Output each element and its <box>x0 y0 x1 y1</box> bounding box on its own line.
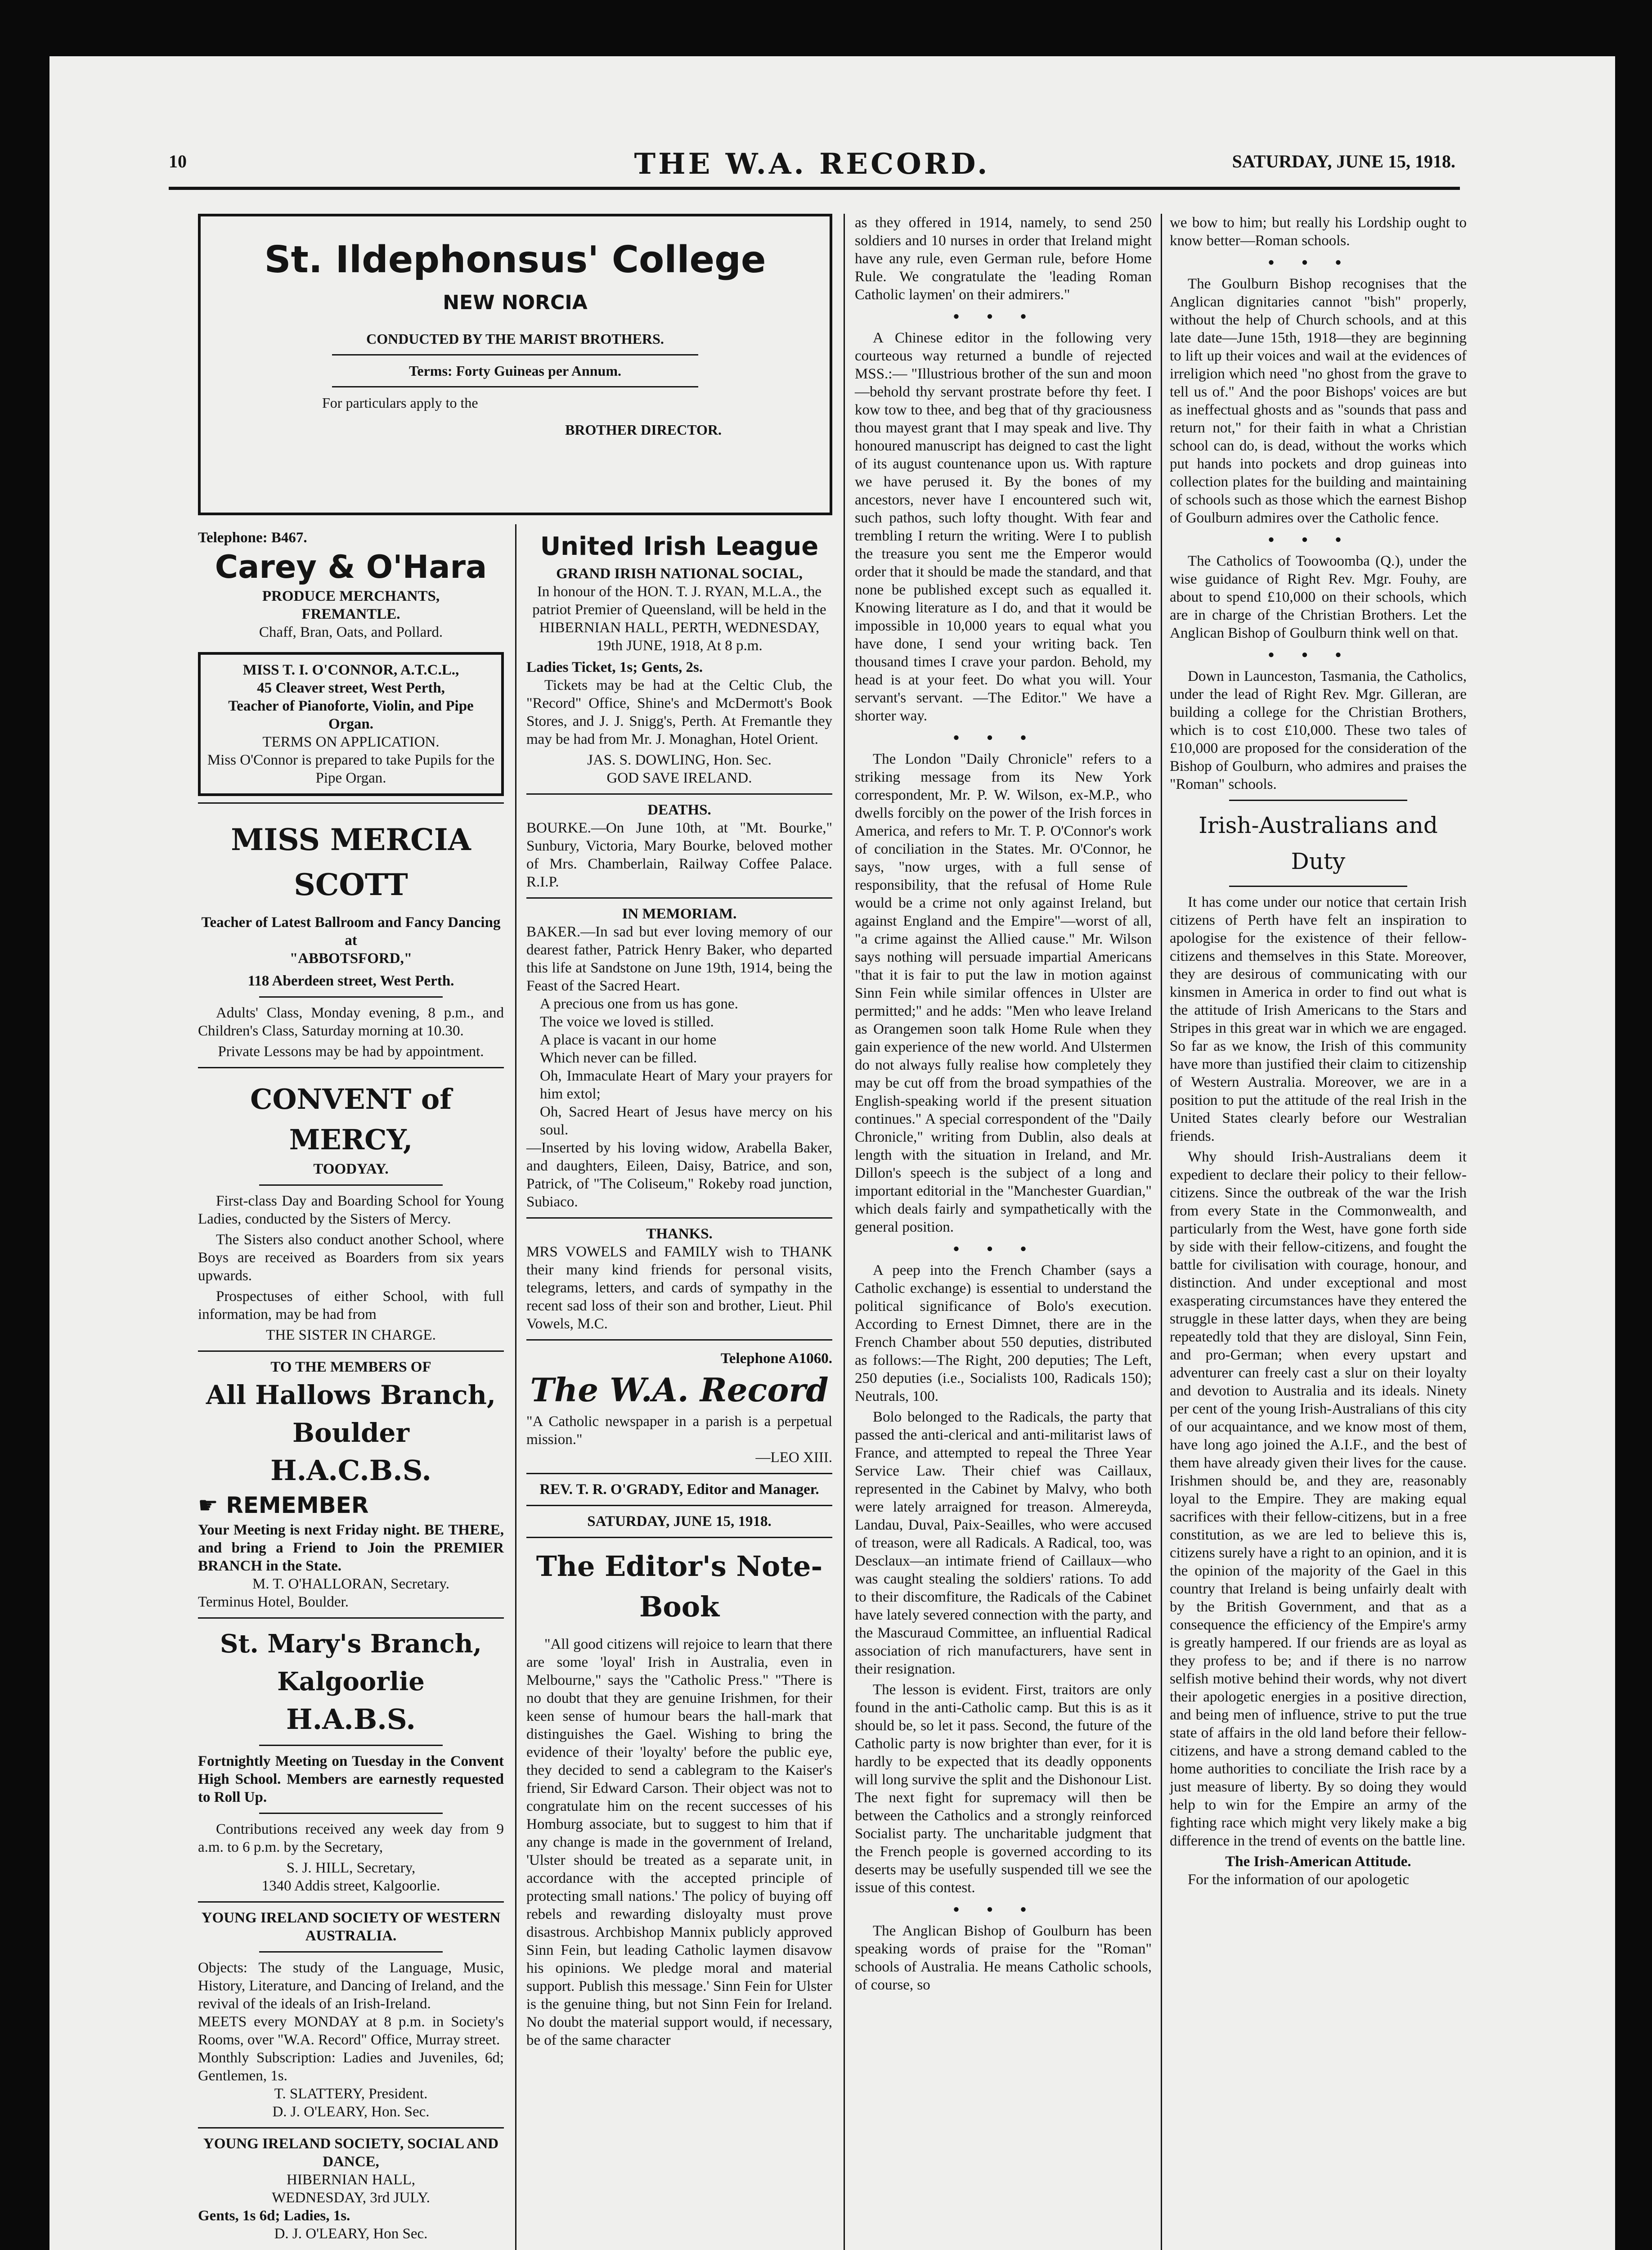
verse-line: A place is vacant in our home <box>540 1032 717 1048</box>
deaths-title: DEATHS. <box>647 802 711 818</box>
verse-line: A precious one from us has gone. <box>540 996 738 1012</box>
notebook-p8: The Anglican Bishop of Goulburn has been speaking words of praise for the "Roman" schools of Australia. He means Catholic schools, of course, so <box>855 1923 1152 1993</box>
memoriam-title: IN MEMORIAM. <box>622 906 737 922</box>
young-wa-sec: D. J. O'LEARY, Hon. Sec. <box>272 2104 430 2120</box>
duty-column <box>1170 214 1467 1891</box>
memoriam-body: BAKER.—In sad but ever loving memory of our dearest father, Patrick Henry Baker, who departed this life at Sandstone on June 19th, 1914, being the Feast of the Sacred Heart. <box>526 924 832 994</box>
notices-column <box>526 529 832 2052</box>
notebook-p2: as they offered in 1914, namely, to send 250 soldiers and 10 nurses in order that Ireland might have any rule, even German rule, before Home Rule. We congratulate the 'leading Roman Catholic laymen' on their admirers." <box>855 215 1152 303</box>
hallows-abbr: H.A.C.B.S. <box>270 1454 431 1487</box>
column-rule-2 <box>844 214 845 2250</box>
carey-line3: Chaff, Bran, Oats, and Pollard. <box>259 624 443 640</box>
hallows-remember-label: REMEMBER <box>226 1492 369 1518</box>
scott-name: MISS MERCIA SCOTT <box>231 822 471 902</box>
carey-telephone: Telephone: B467. <box>198 530 307 546</box>
marys-addr: 1340 Addis street, Kalgoorlie. <box>261 1878 440 1894</box>
notebook-p4: The London "Daily Chronicle" refers to a striking message from its New York correspondent, Mr. P. W. Wilson, ex-M.P., who dwells forcibly on the power of the Irish forces in America, and refers to Mr. T. P. O'Connor's work of conciliation in the States. Mr. O'Connor, he says, "now urges, with a full sense of responsibility, that the refusal of Home Rule would be a crime not only against Ireland, but against England and the Empire"—worst of all, "a crime against the Allied cause." Mr. Wilson says nothing will persuade impartial Americans "that it is fair to put the law in motion against Sinn Fein while similar offences in Ulster are permitted;" and he adds: "Men who leave Ireland as Orangemen soon talk Home Rule when they gain experience of the new world. And Ulstermen do not always fully realise how completely they may be cut off from the broad sympathies of the English-speaking world if the present situation continues." A special correspondent of the "Daily Chronicle," writing from Dublin, also deals at length with the situation in Ireland, and Mr. Dillon's speech is the subject of a long and important editorial in the "Manchester Guardian," which deals fairly and sympathetically with the general position. <box>855 751 1152 1235</box>
duty-title: Irish-Australians and Duty <box>1199 812 1438 874</box>
college-terms: Terms: Forty Guineas per Annum. <box>409 363 622 379</box>
page-number: 10 <box>169 151 187 171</box>
pointing-hand-icon: ☛ <box>198 1492 218 1518</box>
oconnor-terms: TERMS ON APPLICATION. <box>262 734 440 750</box>
section-divider: ●●● <box>953 1243 1054 1255</box>
verse-line: The voice we loved is stilled. <box>540 1014 714 1030</box>
league-sec: JAS. S. DOWLING, Hon. Sec. <box>587 752 772 768</box>
page-header <box>169 147 1455 181</box>
hallows-title: All Hallows Branch, Boulder <box>206 1380 496 1448</box>
verse-line: Oh, Immaculate Heart of Mary your prayers for him extol; <box>540 1068 832 1102</box>
header-date: SATURDAY, JUNE 15, 1918. <box>1232 151 1455 171</box>
young-wa-subs: Monthly Subscription: Ladies and Juveniles, 6d; Gentlemen, 1s. <box>198 2050 504 2084</box>
record-quote: "A Catholic newspaper in a parish is a perpetual mission." <box>526 1413 832 1448</box>
young-dance-date: WEDNESDAY, 3rd JULY. <box>272 2190 430 2206</box>
young-dance-title: YOUNG IRELAND SOCIETY, SOCIAL AND DANCE, <box>203 2136 499 2170</box>
carey-line2: FREMANTLE. <box>301 606 400 622</box>
league-sub: GRAND IRISH NATIONAL SOCIAL, <box>556 566 803 582</box>
oconnor-name: MISS T. I. O'CONNOR, A.T.C.L., <box>242 662 459 678</box>
section-divider: ●●● <box>953 310 1054 322</box>
section-divider: ●●● <box>1268 256 1369 268</box>
carey-name: Carey & O'Hara <box>215 549 487 585</box>
league-detail: Tickets may be had at the Celtic Club, the "Record" Office, Shine's and McDermott's Book Stores, and J. J. Snigg's, Perth. At Fremantle they may be had from Mr. J. Monaghan, Hotel Orient. <box>526 677 832 747</box>
league-god: GOD SAVE IRELAND. <box>606 770 752 786</box>
hallows-addr: Terminus Hotel, Boulder. <box>198 1594 349 1610</box>
deaths-body: BOURKE.—On June 10th, at "Mt. Bourke," Sunbury, Victoria, Mary Bourke, beloved mother of Mrs. Chamberlain, Railway Coffee Palace. R.I.P. <box>526 820 832 890</box>
newspaper-page <box>49 56 1615 2250</box>
notebook-p3: A Chinese editor in the following very courteous way returned a bundle of rejected MSS.:— "Illustrious brother of the sun and moon—behold thy servant prostrate before thy feet. I kow tow to thee, and beg that of thy graciousness thou mayest grant that I may speak and live. Thy honoured manuscript has deigned to cast the light of its august countenance upon us. With rapture we have perused it. By the bones of my ancestors, never have I encountered such wit, such pathos, such lofty thought. With fear and trembling I return the writing. Were I to publish the treasure you sent me the Emperor would order that it should be made the standard, and that none be published except such as equalled it. Knowing literature as I do, and that it would be impossible in 10,000 years to equal what you have done, I send your writing back. Ten thousand times I crave your pardon. Behold, my head is at your feet. Do what you will. Your servant's servant. —The Editor." We have a shorter way. <box>855 330 1152 724</box>
hallows-sec: M. T. O'HALLORAN, Secretary. <box>252 1576 449 1592</box>
verse-line: Which never can be filled. <box>540 1050 697 1066</box>
mercy-place: TOODYAY. <box>313 1161 389 1177</box>
record-telephone: Telephone A1060. <box>720 1350 832 1367</box>
mercy-p3: Prospectuses of either School, with full information, may be had from <box>198 1288 504 1323</box>
notebook-column <box>855 214 1152 1997</box>
section-divider: ●●● <box>953 732 1054 743</box>
scott-venue: "ABBOTSFORD," <box>289 950 413 967</box>
duty-p3: For the information of our apologetic <box>1188 1872 1410 1888</box>
young-wa-pres: T. SLATTERY, President. <box>274 2086 428 2102</box>
young-dance-hall: HIBERNIAN HALL, <box>287 2172 415 2188</box>
college-title: St. Ildephonsus' College <box>264 238 766 281</box>
notebook-p7: The lesson is evident. First, traitors are only found in the anti-Catholic camp. But this is as it should be, so let it pass. Second, the future of the Catholic party is now brighter than ever, for it is hardly to be expected that its deadly opponents will long survive the split and the Dishonour List. The next fight for supremacy will then be between the Catholics and a strongly reinforced Socialist party. The uncharitable judgment that the French people is governed according to its deserts may be usefully suspended till we see the issue of this contest. <box>855 1682 1152 1896</box>
duty-p2: Why should Irish-Australians deem it expedient to declare their policy to their fellow-citizens. Since the outbreak of the war the Irish from every State in the Commonwealth, and particularly from the West, have gone forth side by side with their fellow-citizens, and fought the battle for civilisation with courage, honour, and distinction. And under exceptional and most exasperating circumstances have they entered the struggle in these latter days, when they are being repeatedly told that they are disloyal, Sinn Fein, and pro-German; when every upstart and adventurer can freely cast a slur on their loyalty and devotion to Australia and its ideals. Ninety per cent of the young Irish-Australians of this city of our acquaintance, and we know most of them, have long ago joined the A.I.F., and the best of them have already given their lives for the cause. Irishmen should be, and they are, reasonably loyal to the Empire. They are making equal sacrifices with their fellow-citizens, but in a free constitution, as we are led to believe this is, citizens surely have a right to an opinion, and it is the opinion of the majority of the Gael in this country that Ireland is being unfairly dealt with by the British Government, and that as a consequence the efficiency of the Empire's army is greatly hampered. If our friends are as loyal as they profess to be; and if there is no narrow selfish motive behind their words, why not divert their apologetic energies in a positive direction, and being men of influence, strive to put the true state of affairs in the old land before their fellow-citizens, and have a strong demand cabled to the home authorities to conciliate the Irish race by a just measure of liberty. By so doing they would help to win for the Empire an army of the fighting race which might very likely make a big difference in the trend of events on the battle line. <box>1170 1149 1467 1849</box>
marys-abbr: H.A.B.S. <box>286 1703 416 1736</box>
header-rule <box>169 187 1460 190</box>
memoriam-verse <box>540 995 832 1139</box>
marys-sec: S. J. HILL, Secretary, <box>286 1860 416 1876</box>
oconnor-addr: 45 Cleaver street, West Perth, <box>257 680 445 696</box>
notebook-p10: The Goulburn Bishop recognises that the Anglican dignitaries cannot "bish" properly, without the help of Church schools, and at this late date—June 15th, 1918—they are beginning to lift up their voices and wail at the evidences of irreligion which need "no ghost from the grave to tell us of." And the poor Bishops' voices are but as ineffectual ghosts and as "sounds that pass and return not," for their faith in what a Christian school can do, is dead, without the works which put hands into pockets and drop guineas into collection plates for the building and maintaining of schools such as those which the earnest Bishop of Goulburn admires over the Catholic fence. <box>1170 276 1467 526</box>
scott-teacher: Teacher of Latest Ballroom and Fancy Dancing at <box>201 914 501 949</box>
young-wa-meets: MEETS every MONDAY at 8 p.m. in Society's Rooms, over "W.A. Record" Office, Murray street. <box>198 2014 504 2048</box>
column-rule-1 <box>515 524 516 2250</box>
hallows-remember <box>198 1490 504 1521</box>
marys-body: Fortnightly Meeting on Tuesday in the Convent High School. Members are earnestly requested to Roll Up. <box>198 1753 504 1805</box>
college-director: BROTHER DIRECTOR. <box>565 422 722 438</box>
scott-addr: 118 Aberdeen street, West Perth. <box>247 973 454 989</box>
college-place: NEW NORCIA <box>443 291 588 314</box>
masthead: THE W.A. RECORD. <box>634 147 990 181</box>
college-particulars: For particulars apply to the <box>322 395 478 411</box>
notebook-p5: A peep into the French Chamber (says a Catholic exchange) is essential to understand the political significance of Bolo's execution. According to Ernest Dimnet, there are in the French Chamber about 550 deputies, distributed as follows:—The Right, 200 deputies; The Left, 250 deputies (i.e., Socialists 100, Radicals 150); Neutrals, 100. <box>855 1262 1152 1404</box>
oconnor-teacher: Teacher of Pianoforte, Violin, and Pipe Organ. <box>228 698 474 732</box>
hallows-body: Your Meeting is next Friday night. BE THERE, and bring a Friend to Join the PREMIER BRANCH in the State. <box>198 1522 504 1574</box>
scott-private: Private Lessons may be had by appointment. <box>218 1044 484 1060</box>
young-wa-title: YOUNG IRELAND SOCIETY OF WESTERN AUSTRALIA. <box>201 1910 501 1944</box>
oconnor-note: Miss O'Connor is prepared to take Pupils for the Pipe Organ. <box>207 752 495 786</box>
memoriam-inserted: —Inserted by his loving widow, Arabella Baker, and daughters, Eileen, Daisy, Batrice, and son, Patrick, of "The Coliseum," Rokeby road junction, Subiaco. <box>526 1140 832 1210</box>
thanks-body: MRS VOWELS and FAMILY wish to THANK their many kind friends for personal visits, telegrams, letters, and cards of sympathy in the recent sad loss of their son and brother, Lieut. Phil Vowels, M.C. <box>526 1244 832 1332</box>
carey-line1: PRODUCE MERCHANTS, <box>262 588 440 604</box>
scott-classes: Adults' Class, Monday evening, 8 p.m., and Children's Class, Saturday morning at 10.30. <box>198 1005 504 1039</box>
league-body: In honour of the HON. T. J. RYAN, M.L.A., the patriot Premier of Queensland, will be held in the HIBERNIAN HALL, PERTH, WEDNESDAY, 19th JUNE, 1918, At 8 p.m. <box>532 584 826 654</box>
mercy-p2: The Sisters also conduct another School, where Boys are received as Boarders from six years upwards. <box>198 1232 504 1284</box>
notebook-title: The Editor's Note-Book <box>536 1550 823 1623</box>
record-date: SATURDAY, JUNE 15, 1918. <box>587 1513 772 1530</box>
record-quote-by: —LEO XIII. <box>755 1449 832 1466</box>
notebook-p9: we bow to him; but really his Lordship ought to know better—Roman schools. <box>1170 215 1467 249</box>
young-wa-objects: Objects: The study of the Language, Music, History, Literature, and Dancing of Ireland, and the revival of the ideals of an Irish-Ireland. <box>198 1960 504 2012</box>
section-divider: ●●● <box>1268 534 1369 545</box>
marys-title: St. Mary's Branch, Kalgoorlie <box>220 1629 482 1696</box>
section-divider: ●●● <box>953 1904 1054 1915</box>
notebook-p12: Down in Launceston, Tasmania, the Catholics, under the lead of Right Rev. Mgr. Gilleran, are building a college for the Christian Brothers, which is to cost £10,000. These two tales of £10,000 are proposed for the consideration of the Bishop of Goulburn, who admires and praises the "Roman" schools. <box>1170 668 1467 792</box>
oconnor-ad <box>198 652 504 796</box>
marys-contrib: Contributions received any week day from 9 a.m. to 6 p.m. by the Secretary, <box>198 1821 504 1855</box>
section-divider: ●●● <box>1268 649 1369 661</box>
verse-line: Oh, Sacred Heart of Jesus have mercy on his soul. <box>540 1104 832 1138</box>
hallows-to: TO THE MEMBERS OF <box>270 1359 431 1375</box>
college-ad <box>198 214 832 515</box>
record-title: The W.A. Record <box>530 1371 829 1409</box>
league-tickets: Ladies Ticket, 1s; Gents, 2s. <box>526 659 703 675</box>
young-dance-price: Gents, 1s 6d; Ladies, 1s. <box>198 2208 350 2224</box>
league-title: United Irish League <box>540 532 819 561</box>
duty-p1: It has come under our notice that certain Irish citizens of Perth have felt an inspiration to apologise for the existence of their fellow-citizens and themselves in this State. Moreover, they are desirous of communicating with our kinsmen in America in order to find out what is the attitude of Irish Americans to the Stars and Stripes in this great war in which we are engaged. So far as we know, the Irish of this community have more than justified their claim to citizenship of Western Australia. Moreover, we are in a position to put the attitude of the real Irish in the United States clearly before our Westralian friends. <box>1170 894 1467 1144</box>
left-ads-column <box>198 529 504 2243</box>
young-dance-sec: D. J. O'LEARY, Hon Sec. <box>274 2226 428 2242</box>
notebook-p1: "All good citizens will rejoice to learn that there are some 'loyal' Irish in Australia, even in Melbourne," says the "Catholic Press." "There is no doubt that they are genuine Irishmen, for their keen sense of humour bears the hall-mark that distinguishes the Gael. Wishing to bring the evidence of their 'loyalty' before the public eye, they decided to send a cablegram to the Kaiser's friend, Sir Edward Carson. Their object was not to congratulate him on the recent successes of his Homburg associate, but to suggest to him that if any change is made in the government of Ireland, 'Ulster should be treated as a separate unit, in accordance with the accepted principle of protecting small nations.' The policy of buying off rebels and rewarding disloyalty must prove disastrous. Archbishop Mannix publicly approved Sinn Fein, but leading Catholic laymen disavow his opinions. We pledge moral and material support. Publish this message.' Sinn Fein for Ulster is the genuine thing, but not Sinn Fein for Ireland. No doubt the material support would, if necessary, be of the same character <box>526 1636 832 2048</box>
mercy-p4: THE SISTER IN CHARGE. <box>266 1327 436 1343</box>
notebook-p11: The Catholics of Toowoomba (Q.), under the wise guidance of Right Rev. Mgr. Fouhy, are about to spend £10,000 on their schools, which are in charge of the Christian Brothers. Let the Anglican Bishop of Goulburn think well on that. <box>1170 553 1467 641</box>
column-rule-3 <box>1161 214 1162 2250</box>
thanks-title: THANKS. <box>646 1226 713 1242</box>
duty-sub: The Irish-American Attitude. <box>1225 1854 1411 1870</box>
mercy-title: CONVENT of MERCY, <box>250 1083 452 1156</box>
mercy-p1: First-class Day and Boarding School for Young Ladies, conducted by the Sisters of Mercy. <box>198 1193 504 1227</box>
college-conducted: CONDUCTED BY THE MARIST BROTHERS. <box>366 331 664 347</box>
notebook-p6: Bolo belonged to the Radicals, the party that passed the anti-clerical and anti-militarist laws of France, and attempted to repeal the Three Year Service Law. Their chief was Caillaux, represented in the Cabinet by Malvy, who both were lately arraigned for treason. Almereyda, Landau, Duval, Paix-Seailles, who were accused of treason, were all Radicals. A Radical, too, was Desclaux—an intimate friend of Caillaux—who was caught stealing the soldiers' rations. To add to their discomfiture, the Radicals of the Cabinet have lately severed connection with the party, and the Mascuraud Committee, an influential Radical association of rich manufacturers, have sent in their resignation. <box>855 1409 1152 1677</box>
record-editor: REV. T. R. O'GRADY, Editor and Manager. <box>539 1481 819 1498</box>
